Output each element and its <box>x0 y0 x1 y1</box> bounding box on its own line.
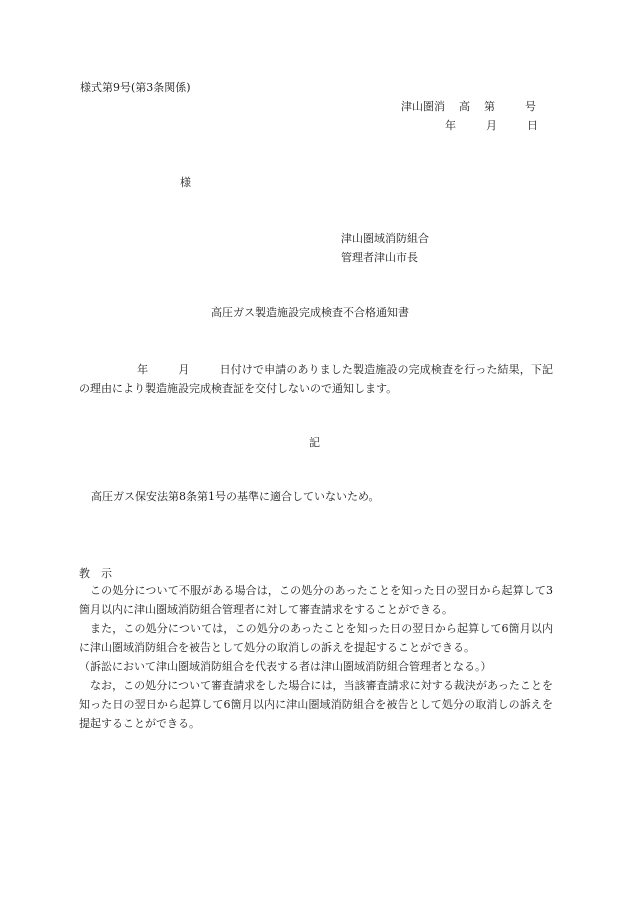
doc-number-suffix: 号 <box>525 100 536 113</box>
sender-title: 管理者津山市長 <box>341 251 418 264</box>
sender-organization: 津山圏域消防組合 <box>341 232 429 245</box>
document-number-line <box>401 101 536 112</box>
kyouji-heading: 教 示 <box>79 567 112 580</box>
document-title: 高圧ガス製造施設完成検査不合格通知書 <box>211 306 409 319</box>
form-label: 様式第9号(第3条関係) <box>80 81 191 94</box>
notice-month: 月 <box>178 363 190 376</box>
doc-number-kind: 高 <box>459 100 470 113</box>
ki-heading: 記 <box>309 436 320 449</box>
issue-date-line <box>445 120 538 131</box>
recipient-line <box>180 177 191 188</box>
doc-number-issuer: 津山圏消 <box>401 100 445 113</box>
reason-text: 高圧ガス保安法第8条第1号の基準に適合していないため。 <box>91 490 380 503</box>
kyouji-paragraph: （訴訟において津山圏域消防組合を代表する者は津山圏域消防組合管理者となる。） <box>79 660 492 673</box>
date-month: 月 <box>486 119 497 132</box>
notice-body <box>79 360 553 398</box>
date-year: 年 <box>445 119 456 132</box>
kyouji-paragraph: また，この処分については，この処分のあったことを知った日の翌日から起算して6箇月以内に津山圏域消防組合を被告として処分の取消しの訴えを提起することができる。 <box>79 622 553 654</box>
kyouji-paragraph: この処分について不服がある場合は，この処分のあったことを知った日の翌日から起算して3箇月以内に津山圏域消防組合管理者に対して審査請求をすることができる。 <box>79 584 553 616</box>
notice-year: 年 <box>137 363 149 376</box>
date-day: 日 <box>527 119 538 132</box>
notice-text: 日付けで申請のありました製造施設の完成検査を行った結果，下記の理由により製造施設完成検査証を交付しないので通知します。 <box>79 363 554 395</box>
kyouji-paragraph: なお，この処分について審査請求をした場合には，当該審査請求に対する裁決があったことを知った日の翌日から起算して6箇月以内に津山圏域消防組合を被告として処分の取消しの訴えを提起することができる。 <box>79 679 553 730</box>
kyouji-section <box>79 581 553 733</box>
recipient-honorific: 様 <box>180 176 191 189</box>
doc-number-prefix: 第 <box>484 100 495 113</box>
